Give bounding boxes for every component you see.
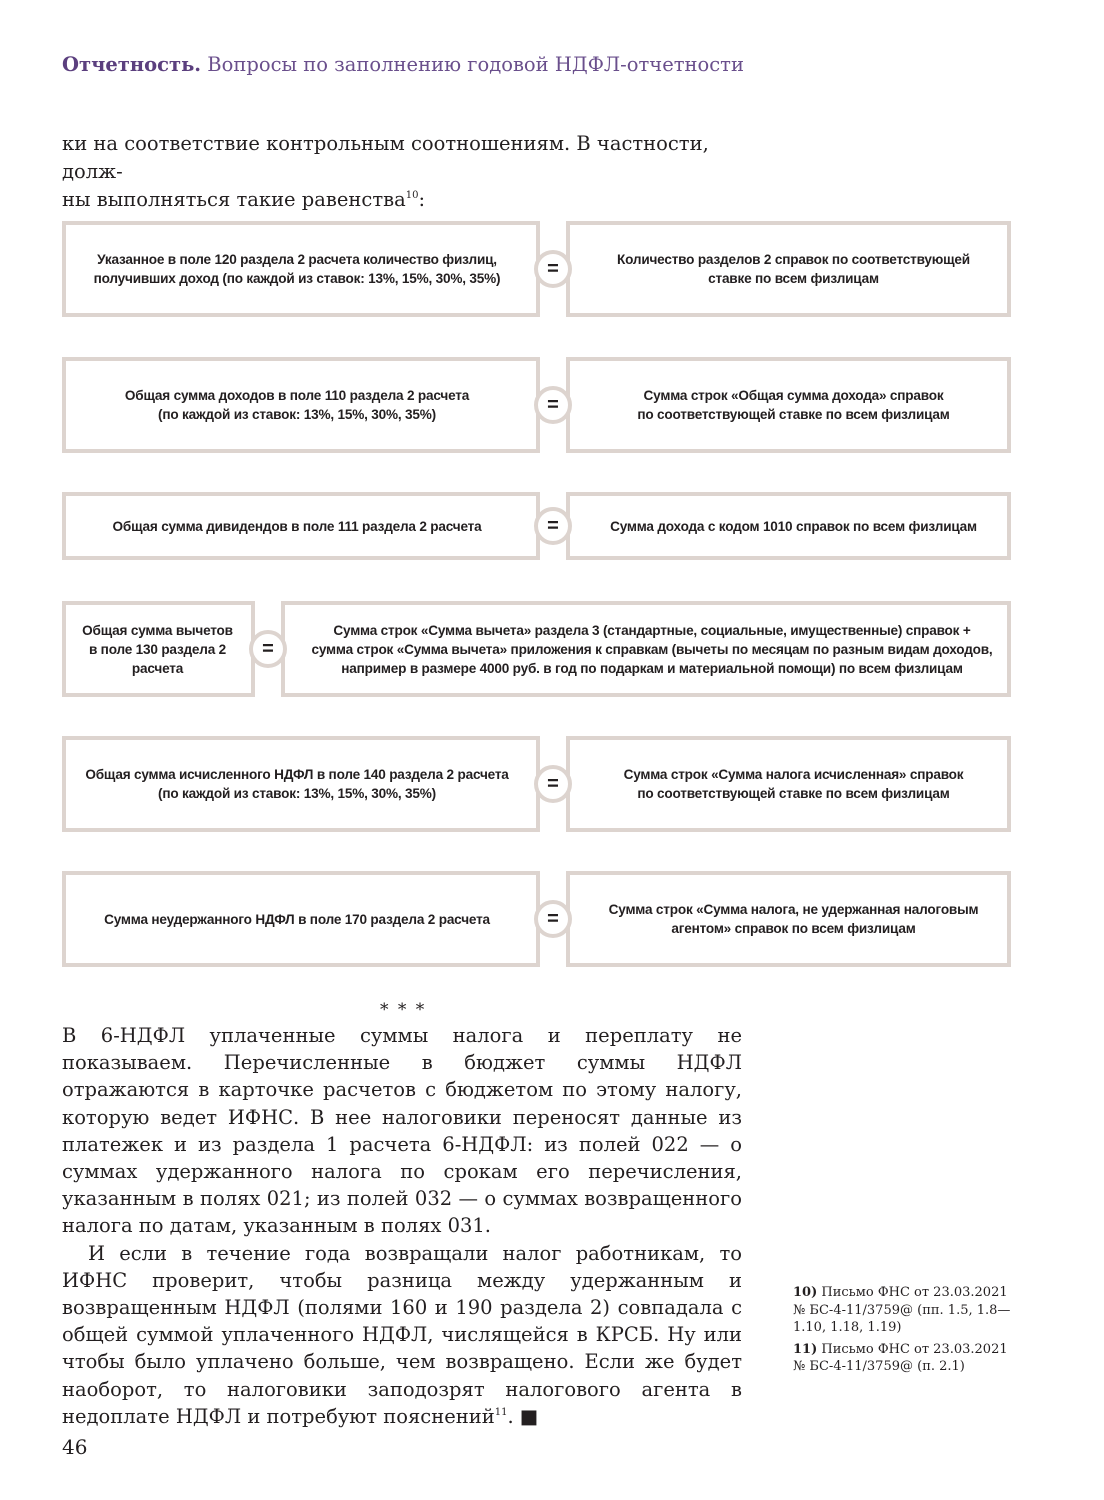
- equality-1-right-line: ставке по всем физлицам: [708, 271, 879, 286]
- equality-6-left: [62, 871, 540, 967]
- equality-6-right: [566, 871, 1011, 967]
- equality-5-right: [566, 736, 1011, 832]
- body-text: [62, 1022, 742, 1430]
- equality-1-right-line: Количество разделов 2 справок по соответствующей: [617, 252, 970, 267]
- equality-2-right-line: по соответствующей ставке по всем физлицам: [637, 407, 950, 422]
- equality-4-left-line: Общая сумма вычетов: [82, 622, 233, 638]
- page-number: 46: [62, 1435, 88, 1459]
- equality-6-right-line: агентом» справок по всем физлицам: [671, 921, 916, 936]
- equality-3-left: [62, 492, 540, 560]
- equality-3-right: [566, 492, 1011, 560]
- equality-5-left: [62, 736, 540, 832]
- equals-sign-1: =: [534, 250, 572, 288]
- equality-4-right-line: Сумма строк «Сумма вычета» раздела 3 (стандартные, социальные, имущественные) справок +: [333, 622, 971, 638]
- equality-4-right-line: например в размере 4000 руб. в год по подаркам и материальной помощи) по всем физлицам: [341, 660, 963, 676]
- equals-sign-3: =: [534, 507, 572, 545]
- running-header: [62, 53, 744, 76]
- footnote-11-text: Письмо ФНС от 23.03.2021 № БС-4-11/3759@ (п. 2.1): [793, 1341, 1008, 1374]
- header-section: Отчетность.: [62, 53, 202, 76]
- equals-sign-6: =: [534, 900, 572, 938]
- equality-1-right: [566, 221, 1011, 317]
- equality-2-left: [62, 357, 540, 453]
- equality-2-left-line: (по каждой из ставок: 13%, 15%, 30%, 35%): [158, 407, 436, 422]
- paragraph-1: В 6-НДФЛ уплаченные суммы налога и переплату не показываем. Перечисленные в бюджет суммы НДФЛ отражаются в карточке расчетов с бюджетом по этому налогу, которую ведет ИФНС. В нее налоговики переносят данные из платежек и из раздела 1 расчета 6-НДФЛ: из полей 022 — о суммах удержанного налога по срокам его перечисления, указанным в полях 021; из полей 032 — о суммах возвращенного налога по датам, указанным в полях 031.: [62, 1024, 742, 1238]
- intro-colon: :: [418, 188, 426, 211]
- equality-4-left: [62, 601, 255, 697]
- equality-3-right-line: Сумма дохода с кодом 1010 справок по всем физлицам: [610, 518, 977, 534]
- section-separator: * * *: [380, 1000, 427, 1020]
- equality-5-left-line: Общая сумма исчисленного НДФЛ в поле 140 раздела 2 расчета: [85, 767, 509, 782]
- equality-1-left: [62, 221, 540, 317]
- equality-6-right-line: Сумма строк «Сумма налога, не удержанная налоговым: [608, 902, 979, 917]
- intro-line-1: ки на соответствие контрольным соотношениям. В частности, долж-: [62, 132, 709, 183]
- footnotes: [793, 1284, 1023, 1380]
- equals-sign-2: =: [534, 386, 572, 424]
- equality-1-left-line: Указанное в поле 120 раздела 2 расчета количество физлиц,: [97, 252, 497, 267]
- equality-1-left-line: получивших доход (по каждой из ставок: 13%, 15%, 30%, 35%): [93, 271, 501, 286]
- equals-sign-4: =: [249, 630, 287, 668]
- footnote-11-number: 11): [793, 1341, 818, 1357]
- equality-5-right-line: Сумма строк «Сумма налога исчисленная» справок: [623, 767, 964, 782]
- equality-2-left-line: Общая сумма доходов в поле 110 раздела 2 расчета: [124, 388, 470, 403]
- equality-4-left-line: в поле 130 раздела 2: [88, 641, 227, 657]
- equality-2-right: [566, 357, 1011, 453]
- footnote-10: [793, 1284, 1023, 1337]
- equality-2-right-line: Сумма строк «Общая сумма дохода» справок: [643, 388, 944, 403]
- intro-line-2: ны выполняться такие равенства: [62, 188, 406, 211]
- paragraph-2-end: . ■: [507, 1404, 539, 1428]
- equality-5-left-line: (по каждой из ставок: 13%, 15%, 30%, 35%): [158, 786, 436, 801]
- equality-4-left-line: расчета: [131, 660, 184, 676]
- paragraph-2-text: И если в течение года возвращали налог работникам, то ИФНС проверит, чтобы разница между удержанным и возвращенным НДФЛ (полями 160 и 190 раздела 2) совпадала с общей суммой уплаченного НДФЛ, числящейся в КРСБ. Ну или чтобы было уплачено больше, чем возвращено. Если же будет наоборот, то налоговики заподозрят налогового агента в недоплате НДФЛ и потребуют пояснений: [62, 1241, 742, 1428]
- header-title: Вопросы по заполнению годовой НДФЛ-отчетности: [207, 53, 744, 76]
- equality-5-right-line: по соответствующей ставке по всем физлицам: [637, 786, 950, 801]
- footnote-ref-11: 11: [494, 1406, 508, 1418]
- equality-4-right-line: сумма строк «Сумма вычета» приложения к справкам (вычеты по месяцам по разным видам доходов,: [311, 641, 993, 657]
- footnote-10-number: 10): [793, 1285, 818, 1300]
- footnote-11: [793, 1341, 1023, 1376]
- footnote-10-text: Письмо ФНС от 23.03.2021 № БС-4-11/3759@ (пп. 1.5, 1.8—1.10, 1.18, 1.19): [793, 1285, 1011, 1335]
- paragraph-2: [62, 1240, 742, 1430]
- equality-4-right: [281, 601, 1011, 697]
- equality-6-left-line: Сумма неудержанного НДФЛ в поле 170 раздела 2 расчета: [104, 911, 490, 927]
- footnote-ref-10: 10: [405, 190, 419, 201]
- intro-text: [62, 130, 752, 214]
- equality-3-left-line: Общая сумма дивидендов в поле 111 раздела 2 расчета: [112, 518, 482, 534]
- equals-sign-5: =: [534, 765, 572, 803]
